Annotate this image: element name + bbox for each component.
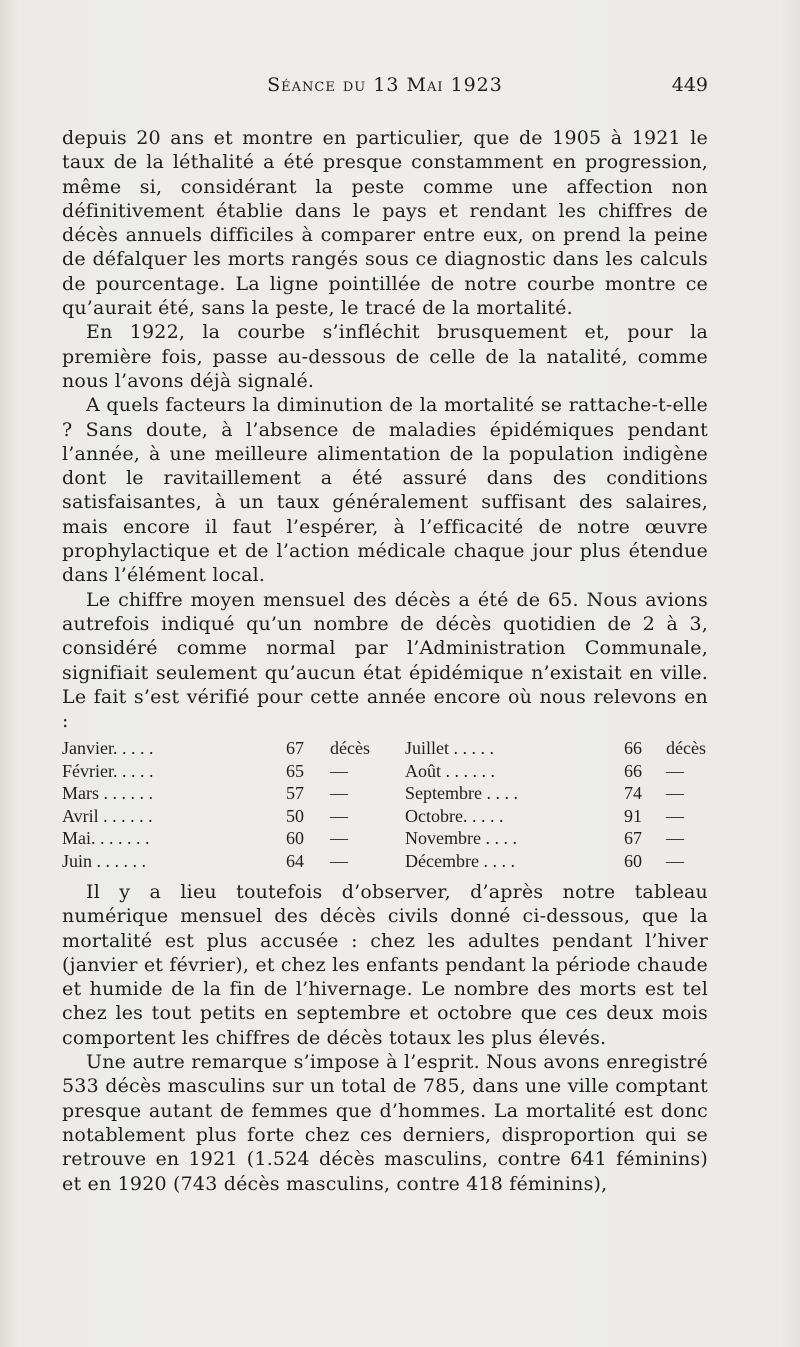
month-left: Février. . . . . bbox=[62, 760, 154, 781]
deaths-right: 67 bbox=[624, 828, 642, 848]
unit-left: décès bbox=[330, 738, 370, 758]
month-right: Octobre. . . . . bbox=[405, 805, 504, 826]
unit-right: — bbox=[666, 760, 684, 781]
paragraph: Le chiffre moyen mensuel des décès a été de 65. Nous avions autrefois indiqué qu’un nombre de décès quotidien de 2 à 3, considéré comme normal par l’Administration Communale, signifiait seulement qu’aucun état épidémique n’existait en ville. Le fait s’est vérifié pour cette année encore où nous relevons en : bbox=[62, 588, 708, 733]
month-right: Novembre . . . . bbox=[405, 828, 517, 848]
deaths-left: 57 bbox=[286, 783, 304, 803]
deaths-left: 60 bbox=[286, 828, 304, 848]
month-left: Mars . . . . . . bbox=[62, 783, 153, 803]
running-head: Séance du 13 Mai 1923 bbox=[267, 74, 503, 96]
unit-left: — bbox=[330, 760, 348, 781]
month-left: Janvier. . . . . bbox=[62, 738, 154, 758]
month-right: Décembre . . . . bbox=[405, 850, 515, 871]
body-text-lower bbox=[62, 880, 708, 1196]
table-row bbox=[62, 783, 708, 806]
paragraph: Une autre remarque s’impose à l’esprit. Nous avons enregistré 533 décès masculins sur un total de 785, dans une ville comptant presque autant de femmes que d’hommes. La mortalité est donc notablement plus forte chez ces derniers, disproportion qui se retrouve en 1921 (1.524 décès masculins, contre 641 féminins) et en 1920 (743 décès masculins, contre 418 féminins), bbox=[62, 1051, 708, 1195]
month-left: Juin . . . . . . bbox=[62, 850, 147, 871]
table-row bbox=[62, 806, 708, 829]
deaths-left: 50 bbox=[286, 805, 304, 826]
deaths-left: 64 bbox=[286, 850, 304, 871]
unit-right: — bbox=[666, 805, 684, 826]
page-header bbox=[62, 74, 708, 104]
deaths-right: 91 bbox=[624, 805, 642, 826]
unit-left: — bbox=[330, 850, 348, 871]
month-right: Août . . . . . . bbox=[405, 760, 495, 781]
deaths-right: 60 bbox=[624, 850, 642, 871]
unit-right: — bbox=[666, 850, 684, 871]
paragraph: depuis 20 ans et montre en particulier, que de 1905 à 1921 le taux de la léthalité a été presque constamment en progression, même si, considérant la peste comme une affection non définitivement établie dans le pays et rendant les chiffres de décès annuels difficiles à comparer entre eux, on prend la peine de défalquer les morts rangés sous ce diagnostic dans les calculs de pourcentage. La ligne pointillée de notre courbe montre ce qu’aurait été, sans la peste, le tracé de la mortalité. bbox=[62, 127, 708, 320]
unit-right: — bbox=[666, 783, 684, 803]
unit-right: — bbox=[666, 828, 684, 848]
deaths-right: 66 bbox=[624, 760, 642, 781]
monthly-deaths-table bbox=[62, 738, 708, 873]
paragraph: A quels facteurs la diminution de la mortalité se rattache-t-elle ? Sans doute, à l’absence de maladies épidémiques pendant l’année, à une meilleure alimentation de la population indigène dont le ravitaillement a été assuré dans des conditions satisfaisantes, à un taux généralement suffisant des salaires, mais encore il faut l’espérer, à l’efficacité de notre œuvre prophylactique et de l’action médicale chaque jour plus étendue dans l’élément local. bbox=[62, 394, 708, 587]
deaths-left: 67 bbox=[286, 738, 304, 758]
body-text-upper bbox=[62, 126, 708, 733]
month-left: Avril . . . . . . bbox=[62, 805, 153, 826]
unit-left: — bbox=[330, 783, 348, 803]
unit-right: décès bbox=[666, 738, 706, 758]
page-number: 449 bbox=[671, 74, 708, 96]
unit-left: — bbox=[330, 805, 348, 826]
table-row bbox=[62, 828, 708, 851]
table-row bbox=[62, 761, 708, 784]
month-right: Septembre . . . . bbox=[405, 783, 518, 803]
month-right: Juillet . . . . . bbox=[405, 738, 494, 758]
paragraph: En 1922, la courbe s’infléchit brusquement et, pour la première fois, passe au-dessous de celle de la natalité, comme nous l’avons déjà signalé. bbox=[62, 321, 708, 392]
deaths-left: 65 bbox=[286, 760, 304, 781]
deaths-right: 66 bbox=[624, 738, 642, 758]
table-row bbox=[62, 738, 708, 761]
table-row bbox=[62, 851, 708, 874]
deaths-right: 74 bbox=[624, 783, 642, 803]
month-left: Mai. . . . . . . bbox=[62, 828, 150, 848]
paragraph: Il y a lieu toutefois d’observer, d’après notre tableau numérique mensuel des décès civils donné ci-dessous, que la mortalité est plus accusée : chez les adultes pendant l’hiver (janvier et février), et chez les enfants pendant la période chaude et humide de la fin de l’hivernage. Le nombre des morts est tel chez les tout petits en septembre et octobre que ces deux mois comportent les chiffres de décès totaux les plus élevés. bbox=[62, 881, 708, 1049]
unit-left: — bbox=[330, 828, 348, 848]
